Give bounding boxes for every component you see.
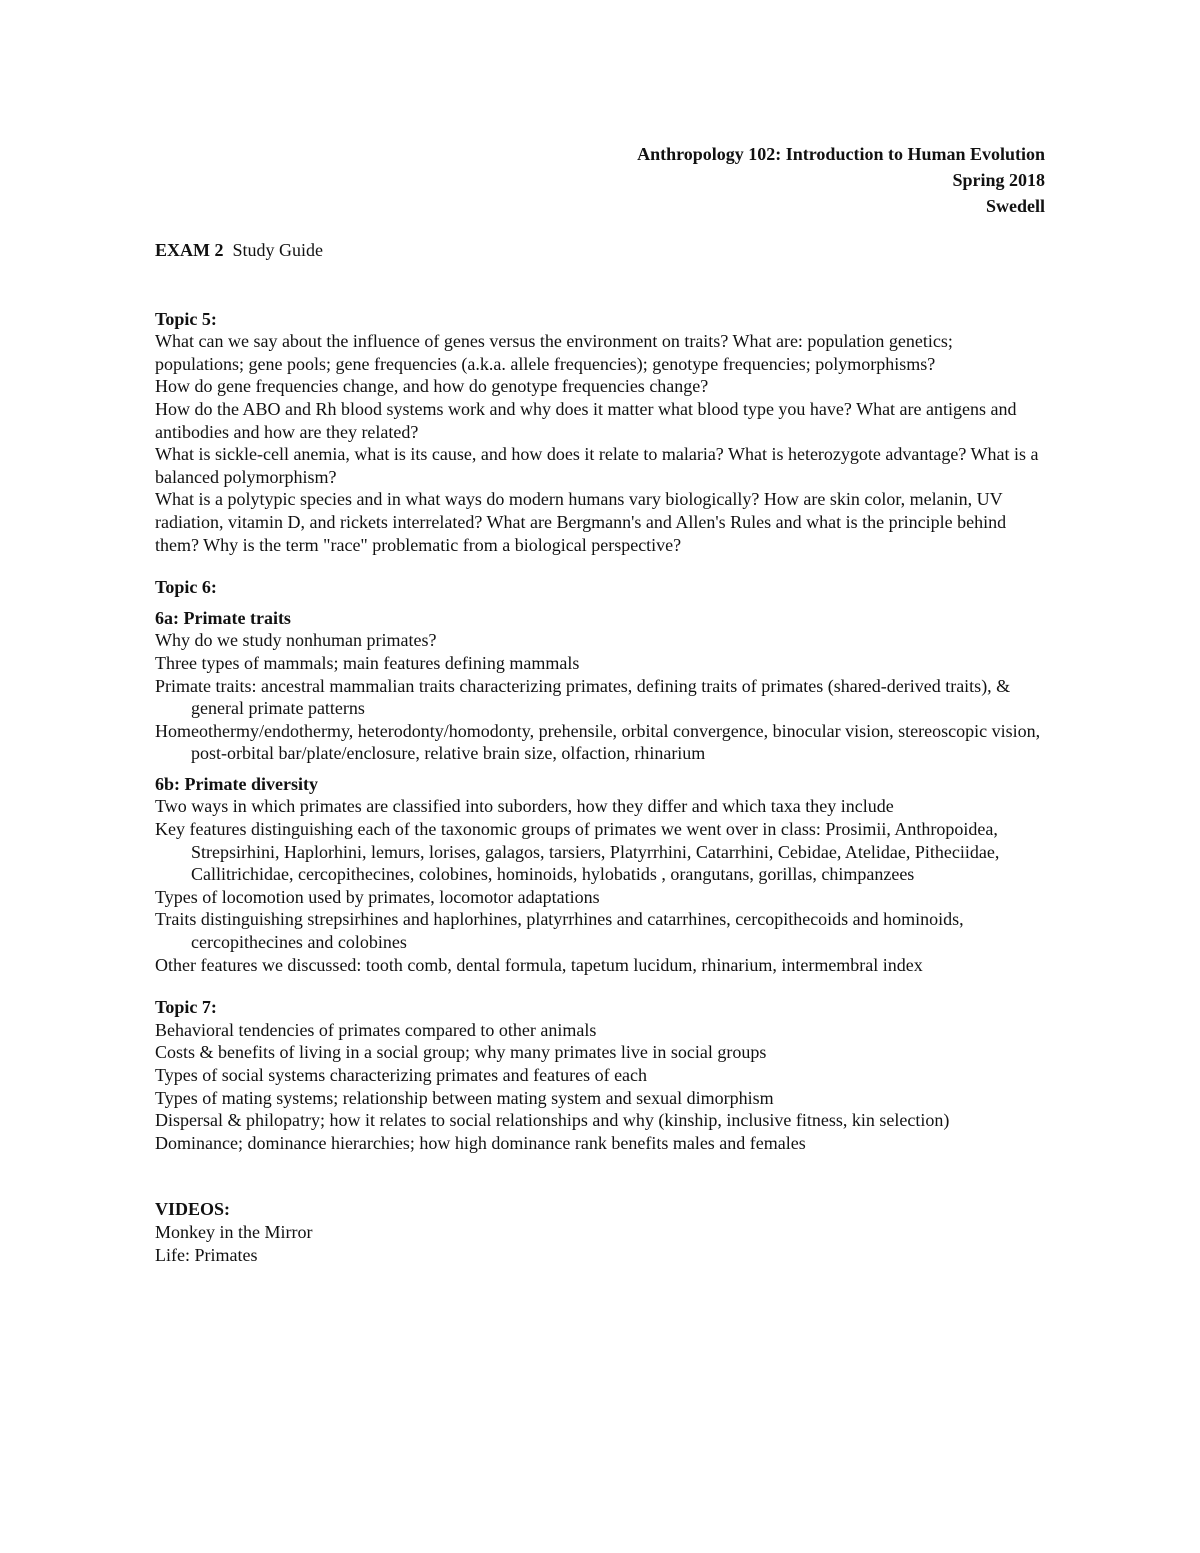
topic-7-line: Dominance; dominance hierarchies; how high dominance rank benefits males and females — [155, 1132, 806, 1153]
topic-7-line: Behavioral tendencies of primates compared to other animals — [155, 1019, 597, 1040]
topic-6-section — [155, 576, 1045, 976]
topic-7-section — [155, 996, 1045, 1154]
video-item: Life: Primates — [155, 1244, 258, 1265]
topic-6a-line: Homeothermy/endothermy, heterodonty/homodonty, prehensile, orbital convergence, binocular vision, stereoscopic vision, post-orbital bar/plate/enclosure, relative brain size, olfaction, rhinarium — [155, 720, 1041, 764]
topic-7-line: Costs & benefits of living in a social group; why many primates live in social groups — [155, 1042, 767, 1063]
document-page — [155, 141, 1045, 1266]
course-header — [155, 141, 1045, 219]
topic-5-section — [155, 308, 1045, 557]
topic-6a-line: Why do we study nonhuman primates? — [155, 630, 437, 651]
topic-6b-line: Key features distinguishing each of the taxonomic groups of primates we went over in class: Prosimii, Anthropoidea, Strepsirhini, Haplorhini, lemurs, lorises, galagos, tarsiers, Platyrrhini, Catarrhini, Cebidae, Atelidae, Pitheciidae, Callitrichidae, cercopithecines, colobines, hominoids, hylobatids , orangutans, gorillas, chimpanzees — [155, 819, 1000, 885]
topic-6b-line: Traits distinguishing strepsirhines and haplorhines, platyrrhines and catarrhines, cercopithecoids and hominoids, cercopithecines and colobines — [155, 909, 964, 953]
topic-5-line: How do gene frequencies change, and how do genotype frequencies change? — [155, 376, 709, 397]
instructor-name: Swedell — [985, 196, 1045, 216]
video-item: Monkey in the Mirror — [155, 1221, 313, 1242]
topic-7-line: Dispersal & philopatry; how it relates to social relationships and why (kinship, inclusive fitness, kin selection) — [155, 1110, 950, 1131]
course-title: Anthropology 102: Introduction to Human Evolution — [637, 144, 1045, 164]
videos-section — [155, 1198, 1045, 1266]
exam-label: EXAM 2 — [155, 240, 224, 260]
topic-5-heading: Topic 5: — [155, 308, 217, 329]
topic-6b-line: Two ways in which primates are classified into suborders, how they differ and which taxa they include — [155, 796, 894, 817]
topic-5-line: What is a polytypic species and in what ways do modern humans vary biologically? How are skin color, melanin, UV radiation, vitamin D, and rickets interrelated? What are Bergmann's and Allen's Rules and what is the principle behind them? Why is the term "race" problematic from a biological perspective? — [155, 489, 1007, 555]
topic-7-heading: Topic 7: — [155, 997, 217, 1018]
course-term: Spring 2018 — [952, 170, 1045, 190]
topic-5-line: What is sickle-cell anemia, what is its cause, and how does it relate to malaria? What is heterozygote advantage? What is a balanced polymorphism? — [155, 444, 1039, 487]
topic-7-line: Types of social systems characterizing primates and features of each — [155, 1065, 648, 1085]
topic-6b-heading: 6b: Primate diversity — [155, 773, 318, 794]
topic-7-line: Types of mating systems; relationship between mating system and sexual dimorphism — [155, 1087, 774, 1108]
topic-6a-line: Primate traits: ancestral mammalian traits characterizing primates, defining traits of primates (shared-derived traits), & general primate patterns — [155, 675, 1011, 719]
topic-6b-line: Types of locomotion used by primates, locomotor adaptations — [155, 886, 600, 907]
topic-6a-heading: 6a: Primate traits — [155, 607, 291, 628]
topic-6a-line: Three types of mammals; main features defining mammals — [155, 652, 580, 673]
topic-5-line: How do the ABO and Rh blood systems work and why does it matter what blood type you have? What are antigens and antibodies and how are they related? — [155, 398, 1017, 442]
topic-5-line: What can we say about the influence of genes versus the environment on traits? What are: population genetics; populations; gene pools; gene frequencies (a.k.a. allele frequencies); genotype frequencies; polymorphisms? — [155, 331, 953, 374]
videos-heading: VIDEOS: — [155, 1199, 231, 1220]
exam-title — [155, 239, 1045, 262]
topic-6-heading: Topic 6: — [155, 577, 217, 598]
exam-subtitle: Study Guide — [232, 240, 324, 260]
topic-6b-line: Other features we discussed: tooth comb, dental formula, tapetum lucidum, rhinarium, intermembral index — [155, 954, 923, 975]
